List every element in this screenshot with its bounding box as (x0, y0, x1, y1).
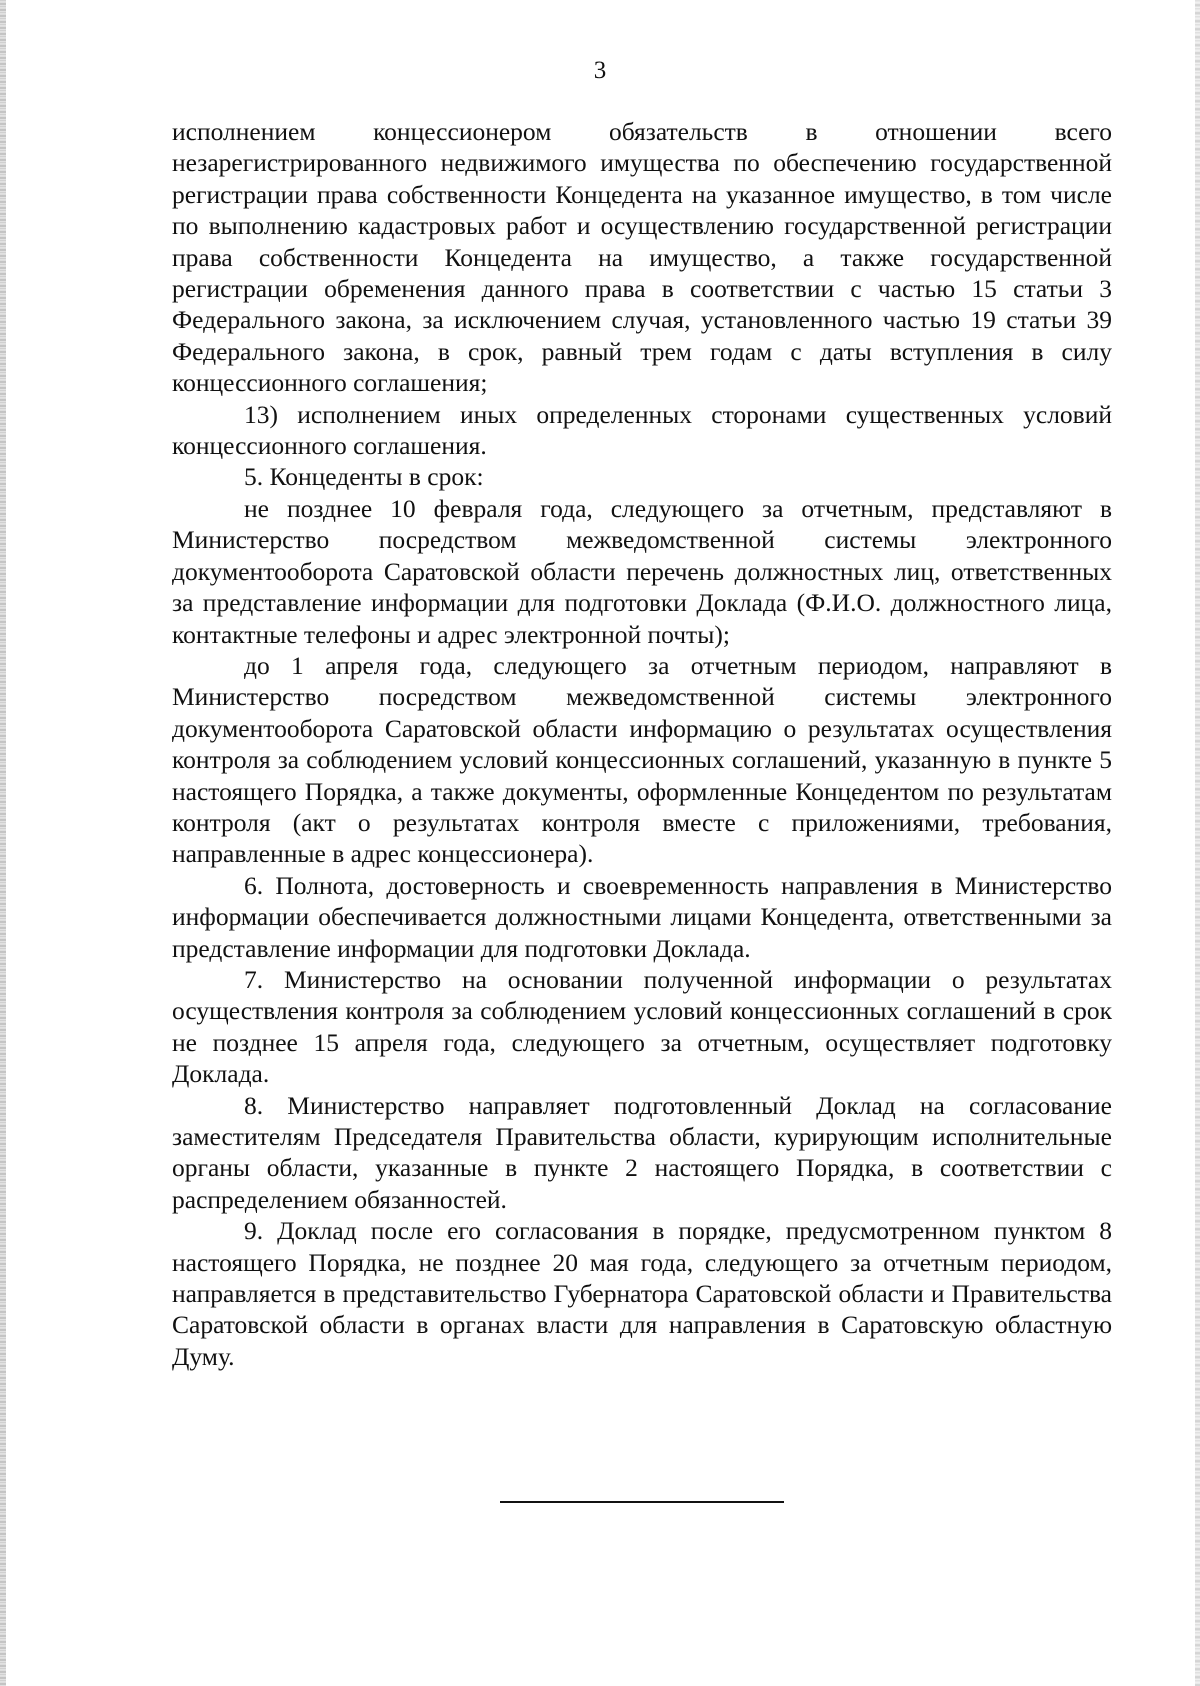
paragraph-5-first-deadline: не позднее 10 февраля года, следующего за отчетным, представляют в Министерство посредством межведомственной системы электронного документооборота Саратовской области перечень должностных лиц, ответственных за представление информации для подготовки Доклада (Ф.И.О. должностного лица, контактные телефоны и адрес электронной почты); (172, 493, 1112, 649)
paragraph-5-second-deadline: до 1 апреля года, следующего за отчетным периодом, направляют в Министерство посредством межведомственной системы электронного документооборота Саратовской области информацию о результатах осуществления контроля за соблюдением условий концессионных соглашений, указанную в пункте 5 настоящего Порядка, а также документы, оформленные Концедентом по результатам контроля (акт о результатах контроля вместе с приложениями, требования, направленные в адрес концессионера). (172, 650, 1112, 869)
paragraph-6: 6. Полнота, достоверность и своевременность направления в Министерство информации обеспечивается должностными лицами Концедента, ответственными за представление информации для подготовки Доклада. (172, 870, 1112, 963)
document-body (172, 116, 1112, 1372)
scan-edge-left (0, 0, 6, 1686)
paragraph-5-heading: 5. Концеденты в срок: (244, 462, 484, 492)
scan-edge-right (1195, 0, 1200, 1686)
page-number: 3 (593, 57, 607, 84)
paragraph-8: 8. Министерство направляет подготовленный Доклад на согласование заместителям Председателя Правительства области, курирующим исполнительные органы области, указанные в пункте 2 настоящего Порядка, в соответствии с распределением обязанностей. (172, 1090, 1112, 1214)
paragraph-9: 9. Доклад после его согласования в порядке, предусмотренном пунктом 8 настоящего Порядка, не позднее 20 мая года, следующего за отчетным периодом, направляется в представительство Губернатора Саратовской области и Правительства Саратовской области в органах власти для направления в Саратовскую областную Думу. (172, 1216, 1112, 1371)
paragraph-13: 13) исполнением иных определенных сторонами существенных условий концессионного соглашения. (172, 399, 1112, 461)
closing-rule (500, 1501, 784, 1503)
paragraph-7: 7. Министерство на основании полученной информации о результатах осуществления контроля за соблюдением условий концессионных соглашений в срок не позднее 15 апреля года, следующего за отчетным, осуществляет подготовку Доклада. (172, 964, 1112, 1089)
paragraph-12-continued: исполнением концессионером обязательств в отношении всего незарегистрированного недвижимого имущества по обеспечению государственной регистрации права собственности Концедента на указанное имущество, в том числе по выполнению кадастровых работ и осуществлению государственной регистрации права собственности Концедента на имущество, а также государственной регистрации обременения данного права в соответствии с частью 15 статьи 3 Федерального закона, за исключением случая, установленного частью 19 статьи 39 Федерального закона, в срок, равный трем годам с даты вступления в силу концессионного соглашения; (172, 117, 1112, 398)
